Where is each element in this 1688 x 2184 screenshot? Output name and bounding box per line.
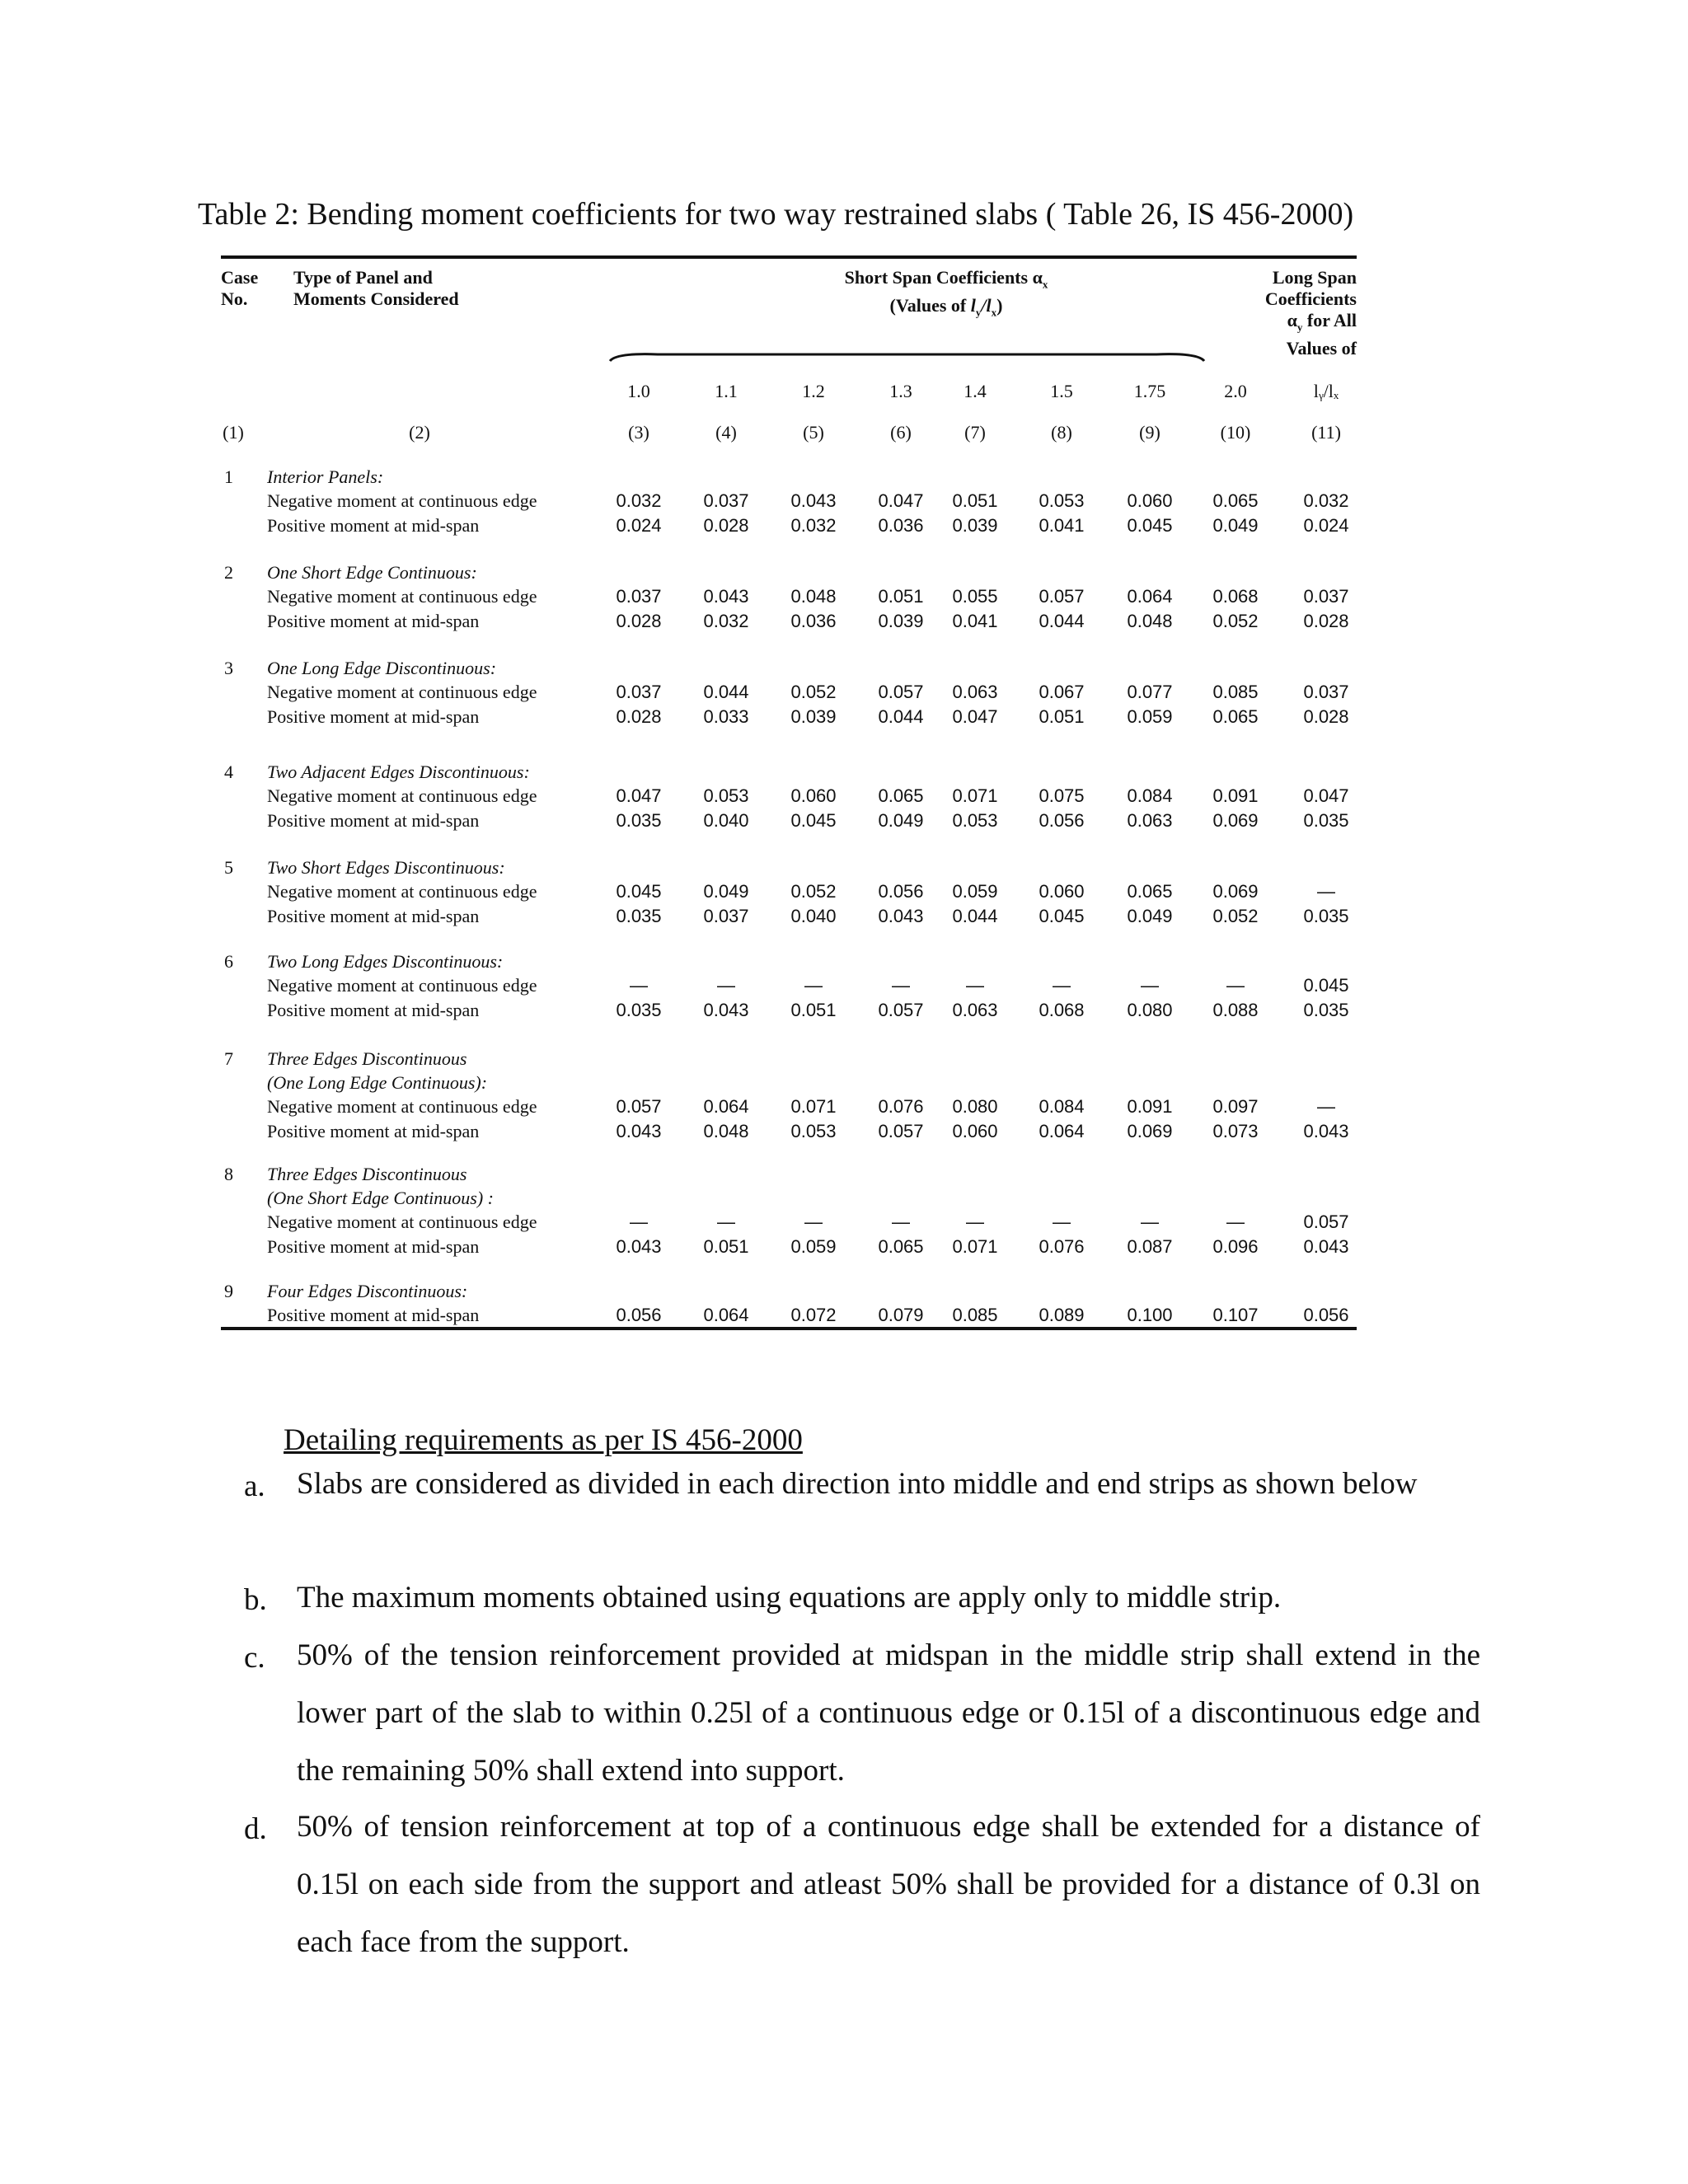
column-number-cell: (1) [223, 422, 244, 443]
case-title: Two Short Edges Discontinuous: [267, 857, 505, 878]
negative-moment-value: — [1141, 1212, 1159, 1232]
header-long-line2: Coefficients [1264, 288, 1357, 309]
positive-moment-value: 0.063 [1127, 810, 1173, 831]
negative-moment-value: 0.068 [1212, 586, 1259, 607]
negative-moment-label: Negative moment at continuous edge [267, 1212, 537, 1232]
positive-moment-value: 0.096 [1212, 1236, 1259, 1257]
positive-moment-value: 0.039 [878, 611, 924, 631]
negative-moment-value: — [1226, 1212, 1245, 1232]
negative-moment-value: 0.085 [1212, 682, 1259, 702]
negative-moment-value: 0.060 [1039, 881, 1085, 902]
case-number: 6 [224, 951, 233, 972]
case-number: 3 [224, 658, 233, 678]
header-short-sub2b: x [991, 306, 997, 319]
negative-moment-value: 0.045 [616, 881, 662, 902]
column-number-cell: (2) [409, 422, 430, 443]
positive-moment-value: 0.063 [952, 1000, 998, 1020]
header-short-line1: Short Span Coefficients α [844, 267, 1043, 288]
negative-moment-value: 0.037 [616, 682, 662, 702]
positive-moment-value: 0.036 [790, 611, 837, 631]
positive-moment-value: 0.087 [1127, 1236, 1173, 1257]
case-title: Four Edges Discontinuous: [267, 1281, 468, 1301]
case-number: 8 [224, 1164, 233, 1184]
positive-moment-value: 0.052 [1212, 906, 1259, 926]
positive-moment-value: 0.059 [1127, 706, 1173, 727]
negative-moment-value: 0.084 [1039, 1096, 1085, 1117]
ratio-header-cell: 1.4 [964, 381, 987, 401]
positive-moment-value: 0.064 [1039, 1121, 1085, 1141]
positive-moment-value: 0.024 [616, 515, 662, 536]
negative-moment-value: 0.065 [1127, 881, 1173, 902]
header-type-line2: Moments Considered [293, 288, 459, 309]
positive-moment-value: 0.041 [1039, 515, 1085, 536]
positive-moment-label: Positive moment at mid-span [267, 906, 480, 926]
positive-moment-value: 0.088 [1212, 1000, 1259, 1020]
column-number-cell: (5) [803, 422, 824, 443]
positive-moment-value: 0.028 [1303, 611, 1349, 631]
positive-moment-value: 0.057 [878, 1121, 924, 1141]
column-number-cell: (10) [1220, 422, 1251, 443]
positive-moment-value: 0.035 [616, 810, 662, 831]
negative-moment-label: Negative moment at continuous edge [267, 490, 537, 511]
positive-moment-value: 0.047 [952, 706, 998, 727]
negative-moment-value: 0.071 [790, 1096, 837, 1117]
header-short-line2-pre: (Values of [889, 295, 971, 316]
case-title: Three Edges Discontinuous [267, 1048, 467, 1069]
negative-moment-value: 0.091 [1127, 1096, 1173, 1117]
negative-moment-value: 0.037 [1303, 682, 1349, 702]
ratio-header-cell: 1.3 [889, 381, 912, 401]
negative-moment-value: 0.045 [1303, 975, 1349, 996]
negative-moment-value: — [717, 1212, 735, 1232]
header-short-ratio-l: l [970, 295, 976, 316]
positive-moment-value: 0.028 [616, 611, 662, 631]
column-number-cell: (4) [715, 422, 737, 443]
positive-moment-value: 0.044 [1039, 611, 1085, 631]
case-subtitle: (One Long Edge Continuous): [267, 1072, 488, 1093]
positive-moment-value: 0.080 [1127, 1000, 1173, 1020]
positive-moment-value: 0.028 [1303, 706, 1349, 727]
positive-moment-value: 0.065 [1212, 706, 1259, 727]
case-number: 7 [224, 1048, 233, 1069]
negative-moment-value: 0.076 [878, 1096, 924, 1117]
header-case-line1: Case [221, 267, 259, 288]
negative-moment-value: — [1317, 881, 1335, 902]
positive-moment-value: 0.048 [1127, 611, 1173, 631]
positive-moment-value: 0.044 [952, 906, 998, 926]
positive-moment-value: 0.053 [790, 1121, 837, 1141]
table-top-rule [221, 255, 1357, 259]
case-title: One Long Edge Discontinuous: [267, 658, 497, 678]
negative-moment-value: 0.052 [790, 682, 837, 702]
positive-moment-value: 0.045 [1039, 906, 1085, 926]
negative-moment-label: Negative moment at continuous edge [267, 586, 537, 607]
ratio-header-cell: 1.2 [802, 381, 825, 401]
column-number-cell: (3) [628, 422, 649, 443]
ratio-header-cell: 1.1 [715, 381, 738, 401]
negative-moment-value: 0.071 [952, 785, 998, 806]
negative-moment-value: 0.037 [1303, 586, 1349, 607]
positive-moment-value: 0.049 [1127, 906, 1173, 926]
negative-moment-value: 0.059 [952, 881, 998, 902]
positive-moment-value: 0.056 [1039, 810, 1085, 831]
positive-moment-value: 0.043 [1303, 1236, 1349, 1257]
positive-moment-value: 0.051 [1039, 706, 1085, 727]
negative-moment-value: — [892, 975, 910, 996]
item-marker: b. [244, 1583, 267, 1617]
positive-moment-value: 0.089 [1039, 1305, 1085, 1325]
negative-moment-value: 0.091 [1212, 785, 1259, 806]
positive-moment-value: 0.040 [790, 906, 837, 926]
positive-moment-label: Positive moment at mid-span [267, 1000, 480, 1020]
positive-moment-value: 0.073 [1212, 1121, 1259, 1141]
positive-moment-value: 0.045 [790, 810, 837, 831]
positive-moment-value: 0.043 [878, 906, 924, 926]
header-brace [608, 351, 1206, 363]
positive-moment-label: Positive moment at mid-span [267, 1236, 480, 1257]
negative-moment-value: 0.067 [1039, 682, 1085, 702]
positive-moment-label: Positive moment at mid-span [267, 706, 480, 727]
positive-moment-value: 0.035 [616, 1000, 662, 1020]
negative-moment-value: 0.051 [878, 586, 924, 607]
positive-moment-value: 0.043 [1303, 1121, 1349, 1141]
negative-moment-value: 0.048 [790, 586, 837, 607]
header-short-sub2a: y [975, 306, 982, 319]
positive-moment-value: 0.107 [1212, 1305, 1259, 1325]
negative-moment-value: 0.075 [1039, 785, 1085, 806]
ratio-header-cell: 1.0 [627, 381, 650, 401]
positive-moment-value: 0.032 [703, 611, 749, 631]
header-short-ratio-mid: /l [981, 295, 992, 316]
positive-moment-value: 0.071 [952, 1236, 998, 1257]
positive-moment-value: 0.035 [616, 906, 662, 926]
negative-moment-value: 0.057 [878, 682, 924, 702]
negative-moment-value: 0.057 [1039, 586, 1085, 607]
positive-moment-value: 0.085 [952, 1305, 998, 1325]
positive-moment-value: 0.069 [1212, 810, 1259, 831]
positive-moment-value: 0.064 [703, 1305, 749, 1325]
column-number-cell: (11) [1311, 422, 1341, 443]
positive-moment-value: 0.072 [790, 1305, 837, 1325]
header-short-span [765, 267, 1128, 324]
negative-moment-value: 0.051 [952, 490, 998, 511]
negative-moment-label: Negative moment at continuous edge [267, 785, 537, 806]
negative-moment-value: 0.065 [878, 785, 924, 806]
negative-moment-value: 0.032 [1303, 490, 1349, 511]
case-number: 4 [224, 762, 233, 782]
header-long-line4: Values of [1286, 338, 1357, 359]
negative-moment-value: 0.060 [790, 785, 837, 806]
positive-moment-value: 0.041 [952, 611, 998, 631]
negative-moment-value: 0.043 [790, 490, 837, 511]
positive-moment-value: 0.068 [1039, 1000, 1085, 1020]
case-title: Three Edges Discontinuous [267, 1164, 467, 1184]
column-number-cell: (7) [964, 422, 986, 443]
positive-moment-value: 0.056 [1303, 1305, 1349, 1325]
negative-moment-value: — [1053, 1212, 1071, 1232]
negative-moment-value: 0.056 [878, 881, 924, 902]
negative-moment-value: 0.063 [952, 682, 998, 702]
item-text: 50% of tension reinforcement at top of a continuous edge shall be extended for a distance of 0.15l on each side from the support and atleast 50% shall be provided for a distance of 0.3l on each face from the support. [297, 1810, 1480, 1959]
negative-moment-value: 0.077 [1127, 682, 1173, 702]
positive-moment-value: 0.057 [878, 1000, 924, 1020]
positive-moment-value: 0.079 [878, 1305, 924, 1325]
positive-moment-value: 0.051 [790, 1000, 837, 1020]
positive-moment-value: 0.060 [952, 1121, 998, 1141]
header-long-line3: for All [1302, 310, 1357, 330]
header-type-line1: Type of Panel and [293, 267, 433, 288]
positive-moment-value: 0.024 [1303, 515, 1349, 536]
negative-moment-value: — [1317, 1096, 1335, 1117]
negative-moment-value: 0.069 [1212, 881, 1259, 902]
positive-moment-value: 0.100 [1127, 1305, 1173, 1325]
case-number: 5 [224, 857, 233, 878]
header-short-line2-post: ) [996, 295, 1003, 316]
positive-moment-value: 0.049 [1212, 515, 1259, 536]
positive-moment-value: 0.043 [703, 1000, 749, 1020]
negative-moment-label: Negative moment at continuous edge [267, 1096, 537, 1117]
negative-moment-value: — [892, 1212, 910, 1232]
negative-moment-value: 0.049 [703, 881, 749, 902]
header-long-span [1210, 267, 1357, 359]
positive-moment-value: 0.039 [952, 515, 998, 536]
ratio-header-cell: lᵧ/lₓ [1313, 381, 1339, 401]
positive-moment-value: 0.040 [703, 810, 749, 831]
header-long-sub: y [1296, 321, 1303, 334]
negative-moment-value: 0.064 [1127, 586, 1173, 607]
column-number-cell: (6) [890, 422, 912, 443]
negative-moment-value: 0.053 [1039, 490, 1085, 511]
case-title: Two Long Edges Discontinuous: [267, 951, 504, 972]
column-number-row [221, 422, 1357, 445]
item-text: 50% of the tension reinforcement provided at midspan in the middle strip shall extend in the lower part of the slab to within 0.25l of a continuous edge or 0.15l of a discontinuous edge and the remaining 50% shall extend into support. [297, 1638, 1480, 1788]
case-title: One Short Edge Continuous: [267, 562, 477, 583]
case-number: 2 [224, 562, 233, 583]
header-long-alpha: α [1287, 310, 1297, 330]
positive-moment-value: 0.028 [703, 515, 749, 536]
negative-moment-value: 0.047 [878, 490, 924, 511]
negative-moment-value: — [1141, 975, 1159, 996]
negative-moment-value: — [804, 975, 823, 996]
case-title: Two Adjacent Edges Discontinuous: [267, 762, 530, 782]
negative-moment-value: 0.044 [703, 682, 749, 702]
negative-moment-value: — [630, 1212, 648, 1232]
negative-moment-value: 0.064 [703, 1096, 749, 1117]
negative-moment-value: 0.043 [703, 586, 749, 607]
negative-moment-value: — [804, 1212, 823, 1232]
negative-moment-value: — [717, 975, 735, 996]
case-number: 1 [224, 466, 233, 487]
positive-moment-value: 0.036 [878, 515, 924, 536]
ratio-header-cell: 1.75 [1133, 381, 1166, 401]
positive-moment-value: 0.035 [1303, 810, 1349, 831]
header-case-line2: No. [221, 288, 248, 309]
negative-moment-value: — [966, 1212, 984, 1232]
positive-moment-label: Positive moment at mid-span [267, 810, 480, 831]
negative-moment-value: 0.052 [790, 881, 837, 902]
positive-moment-value: 0.065 [878, 1236, 924, 1257]
negative-moment-value: 0.057 [1303, 1212, 1349, 1232]
positive-moment-value: 0.059 [790, 1236, 837, 1257]
positive-moment-value: 0.056 [616, 1305, 662, 1325]
negative-moment-value: 0.047 [616, 785, 662, 806]
positive-moment-value: 0.033 [703, 706, 749, 727]
case-subtitle: (One Short Edge Continuous) : [267, 1188, 494, 1208]
header-short-sub1: x [1042, 278, 1048, 291]
negative-moment-value: — [966, 975, 984, 996]
header-long-line1: Long Span [1272, 267, 1357, 288]
negative-moment-value: 0.057 [616, 1096, 662, 1117]
negative-moment-value: 0.053 [703, 785, 749, 806]
negative-moment-value: 0.097 [1212, 1096, 1259, 1117]
positive-moment-value: 0.035 [1303, 1000, 1349, 1020]
item-marker: c. [244, 1641, 265, 1675]
positive-moment-label: Positive moment at mid-span [267, 611, 480, 631]
negative-moment-value: 0.060 [1127, 490, 1173, 511]
positive-moment-value: 0.032 [790, 515, 837, 536]
positive-moment-value: 0.051 [703, 1236, 749, 1257]
negative-moment-value: — [630, 975, 648, 996]
negative-moment-value: 0.080 [952, 1096, 998, 1117]
header-case-no [221, 267, 270, 310]
case-title: Interior Panels: [267, 466, 384, 487]
negative-moment-value: 0.047 [1303, 785, 1349, 806]
item-text: The maximum moments obtained using equations are apply only to middle strip. [297, 1581, 1282, 1615]
negative-moment-label: Negative moment at continuous edge [267, 881, 537, 902]
negative-moment-label: Negative moment at continuous edge [267, 682, 537, 702]
positive-moment-value: 0.037 [703, 906, 749, 926]
header-panel-type [293, 267, 557, 310]
column-number-cell: (9) [1139, 422, 1160, 443]
item-text: Slabs are considered as divided in each direction into middle and end strips as shown below [297, 1467, 1418, 1501]
negative-moment-value: 0.065 [1212, 490, 1259, 511]
negative-moment-value: — [1226, 975, 1245, 996]
positive-moment-value: 0.049 [878, 810, 924, 831]
positive-moment-value: 0.045 [1127, 515, 1173, 536]
positive-moment-value: 0.044 [878, 706, 924, 727]
positive-moment-label: Positive moment at mid-span [267, 1121, 480, 1141]
negative-moment-value: — [1053, 975, 1071, 996]
negative-moment-value: 0.037 [616, 586, 662, 607]
positive-moment-label: Positive moment at mid-span [267, 515, 480, 536]
positive-moment-value: 0.053 [952, 810, 998, 831]
positive-moment-value: 0.028 [616, 706, 662, 727]
positive-moment-value: 0.052 [1212, 611, 1259, 631]
positive-moment-value: 0.043 [616, 1121, 662, 1141]
negative-moment-label: Negative moment at continuous edge [267, 975, 537, 996]
ratio-header-cell: 2.0 [1224, 381, 1247, 401]
positive-moment-value: 0.039 [790, 706, 837, 727]
case-number: 9 [224, 1281, 233, 1301]
detailing-heading: Detailing requirements as per IS 456-2000 [284, 1423, 803, 1457]
negative-moment-value: 0.084 [1127, 785, 1173, 806]
positive-moment-label: Positive moment at mid-span [267, 1305, 480, 1325]
table-bottom-rule [221, 1327, 1357, 1330]
positive-moment-value: 0.069 [1127, 1121, 1173, 1141]
item-marker: a. [244, 1469, 265, 1503]
negative-moment-value: 0.055 [952, 586, 998, 607]
negative-moment-value: 0.037 [703, 490, 749, 511]
positive-moment-value: 0.076 [1039, 1236, 1085, 1257]
positive-moment-value: 0.048 [703, 1121, 749, 1141]
ratio-header-cell: 1.5 [1050, 381, 1073, 401]
negative-moment-value: 0.032 [616, 490, 662, 511]
table-caption: Table 2: Bending moment coefficients for two way restrained slabs ( Table 26, IS 456-2000) [198, 197, 1354, 232]
column-number-cell: (8) [1051, 422, 1072, 443]
positive-moment-value: 0.035 [1303, 906, 1349, 926]
ratio-header-row [221, 381, 1357, 404]
item-marker: d. [244, 1812, 267, 1846]
positive-moment-value: 0.043 [616, 1236, 662, 1257]
